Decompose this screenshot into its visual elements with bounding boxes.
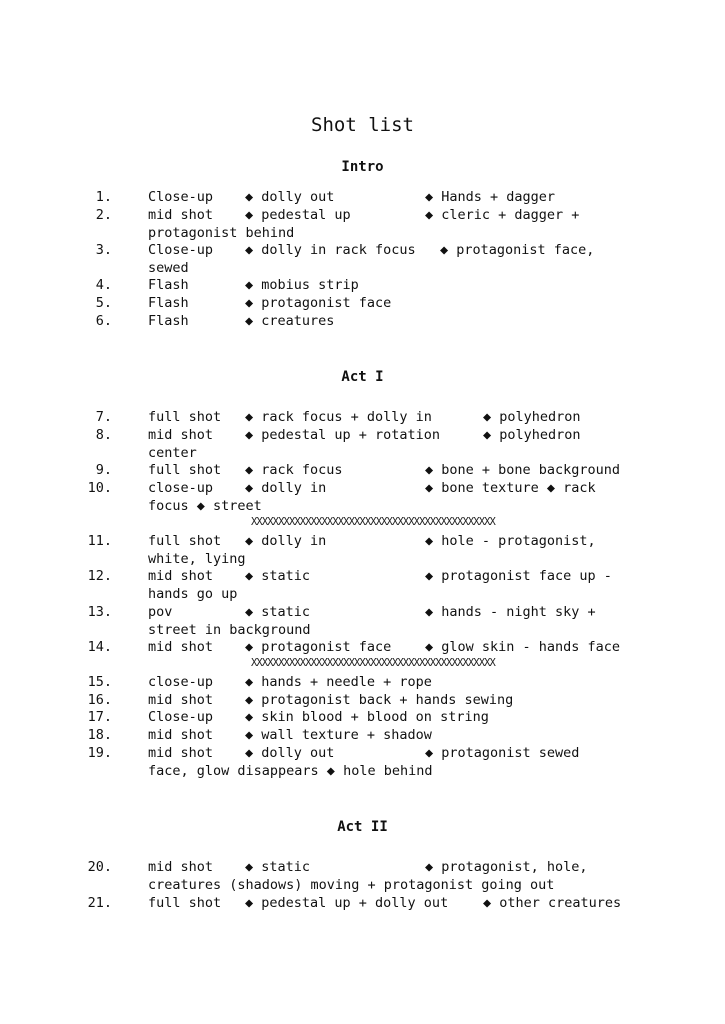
shot-type: Flash [148, 277, 189, 293]
camera-movement: ◆ hands + needle + rope [245, 674, 432, 690]
camera-movement: ◆ dolly out [245, 745, 335, 761]
shot-type: close-up [148, 480, 214, 496]
shot-subject: ◆ protagonist sewed [425, 745, 580, 761]
shot-number: 4. [95, 277, 112, 293]
shot-number: 13. [87, 604, 112, 620]
camera-movement: ◆ skin blood + blood on string [245, 709, 489, 725]
shot-continuation: protagonist behind [148, 224, 295, 241]
shot-type: mid shot [148, 692, 214, 708]
shot-type: full shot [148, 462, 222, 478]
shot-type: Flash [148, 295, 189, 311]
camera-movement: ◆ pedestal up + dolly out [245, 895, 449, 911]
shot-continuation: face, glow disappears ◆ hole behind [148, 762, 433, 779]
shot-type: mid shot [148, 859, 214, 875]
camera-movement: ◆ pedestal up + rotation [245, 427, 441, 443]
shot-subject: ◆ other creatures [483, 895, 622, 911]
camera-movement: ◆ wall texture + shadow [245, 727, 432, 743]
shot-type: mid shot [148, 639, 214, 655]
camera-movement: ◆ static [245, 859, 311, 875]
shot-number: 17. [87, 709, 112, 725]
shot-number: 14. [87, 639, 112, 655]
shot-type: mid shot [148, 745, 214, 761]
shot-number: 19. [87, 745, 112, 761]
shot-subject: ◆ hole - protagonist, [425, 533, 596, 549]
shot-number: 10. [87, 480, 112, 496]
shot-number: 1. [95, 189, 112, 205]
shot-continuation: focus ◆ street [148, 497, 262, 514]
shot-type: close-up [148, 674, 214, 690]
shot-number: 21. [87, 895, 112, 911]
shot-type: mid shot [148, 207, 214, 223]
camera-movement: ◆ protagonist back + hands sewing [245, 692, 514, 708]
shot-subject: ◆ bone + bone background [425, 462, 621, 478]
shot-number: 7. [95, 409, 112, 425]
camera-movement: ◆ creatures [245, 313, 335, 329]
shot-subject: ◆ Hands + dagger [425, 189, 556, 205]
shot-type: full shot [148, 895, 222, 911]
section-heading-act-2: Act II [337, 819, 388, 835]
shot-number: 2. [95, 207, 112, 223]
shot-subject: ◆ hands - night sky + [425, 604, 596, 620]
camera-movement: ◆ dolly out [245, 189, 335, 205]
shot-number: 9. [95, 462, 112, 478]
section-heading-intro: Intro [341, 159, 384, 175]
camera-movement: ◆ dolly in [245, 533, 327, 549]
camera-movement: ◆ mobius strip [245, 277, 359, 293]
shot-subject: ◆ protagonist face up - [425, 568, 612, 584]
camera-movement: ◆ rack focus + dolly in [245, 409, 432, 425]
shot-type: Close-up [148, 242, 214, 258]
shot-continuation: sewed [148, 259, 189, 276]
shot-type: full shot [148, 533, 222, 549]
separator-line: XXXXXXXXXXXXXXXXXXXXXXXXXXXXXXXXXXXXXXXXXXXXX [251, 516, 495, 528]
page-title: Shot list [311, 114, 414, 136]
camera-movement: ◆ dolly in [245, 480, 327, 496]
shot-number: 6. [95, 313, 112, 329]
shot-number: 18. [87, 727, 112, 743]
camera-movement: ◆ dolly in rack focus [245, 242, 416, 258]
camera-movement: ◆ protagonist face [245, 295, 392, 311]
shot-type: mid shot [148, 727, 214, 743]
shot-type: mid shot [148, 427, 214, 443]
camera-movement: ◆ pedestal up [245, 207, 351, 223]
shot-type: Flash [148, 313, 189, 329]
shot-subject: ◆ protagonist, hole, [425, 859, 588, 875]
shot-subject: ◆ polyhedron [483, 409, 581, 425]
shot-type: mid shot [148, 568, 214, 584]
shot-subject: ◆ protagonist face, [440, 242, 595, 258]
shot-number: 20. [87, 859, 112, 875]
section-heading-act-1: Act I [341, 369, 384, 385]
camera-movement: ◆ static [245, 604, 311, 620]
shot-subject: ◆ glow skin - hands face [425, 639, 621, 655]
camera-movement: ◆ protagonist face [245, 639, 392, 655]
shot-number: 11. [87, 533, 112, 549]
shot-subject: ◆ polyhedron [483, 427, 581, 443]
shot-type: pov [148, 604, 173, 620]
shot-number: 12. [87, 568, 112, 584]
shot-subject: ◆ bone texture ◆ rack [425, 480, 596, 496]
shot-number: 3. [95, 242, 112, 258]
shot-continuation: center [148, 444, 197, 461]
shot-continuation: creatures (shadows) moving + protagonist going out [148, 876, 555, 893]
shot-number: 5. [95, 295, 112, 311]
shot-continuation: white, lying [148, 550, 246, 567]
shot-number: 16. [87, 692, 112, 708]
camera-movement: ◆ static [245, 568, 311, 584]
separator-line: XXXXXXXXXXXXXXXXXXXXXXXXXXXXXXXXXXXXXXXXXXXXX [251, 657, 495, 669]
shot-continuation: hands go up [148, 585, 238, 602]
shot-type: Close-up [148, 709, 214, 725]
shot-type: Close-up [148, 189, 214, 205]
shot-type: full shot [148, 409, 222, 425]
camera-movement: ◆ rack focus [245, 462, 343, 478]
shot-number: 15. [87, 674, 112, 690]
shot-continuation: street in background [148, 621, 311, 638]
shot-number: 8. [95, 427, 112, 443]
shot-subject: ◆ cleric + dagger + [425, 207, 580, 223]
